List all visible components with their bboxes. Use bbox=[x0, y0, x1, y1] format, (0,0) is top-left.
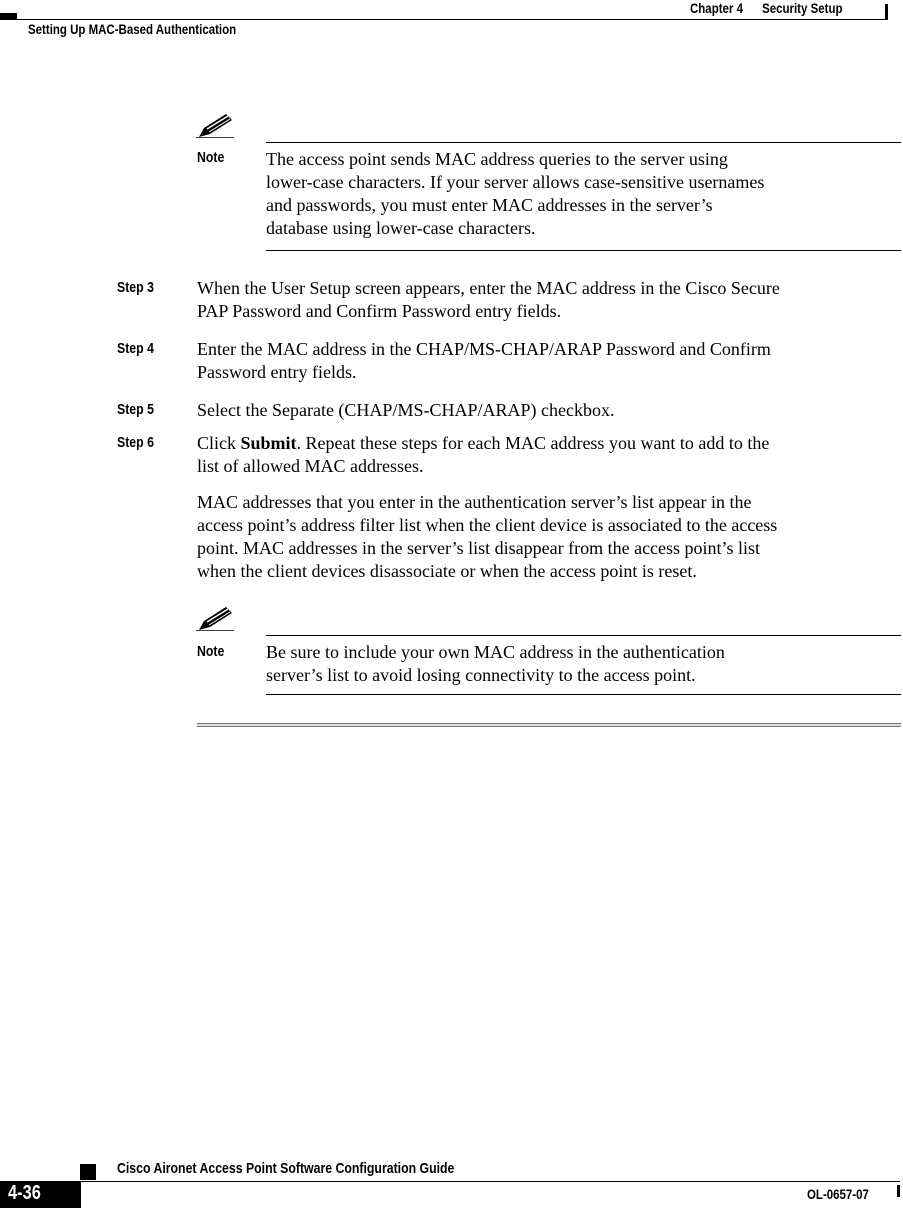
body-line: MAC addresses that you enter in the authentication server’s list appear in the bbox=[197, 492, 752, 512]
page-number: 4-36 bbox=[8, 1182, 41, 1204]
note-top-rule bbox=[266, 635, 901, 636]
body-line: access point’s address filter list when the client device is associated to the access bbox=[197, 515, 778, 535]
step-text: When the User Setup screen appears, enter the MAC address in the Cisco Secure bbox=[197, 278, 780, 298]
step-text-click: Click bbox=[197, 433, 241, 453]
step-label: Step 5 bbox=[117, 401, 154, 418]
note-label: Note bbox=[197, 149, 225, 166]
document-number: OL-0657-07 bbox=[807, 1186, 869, 1202]
section-title: Setting Up MAC-Based Authentication bbox=[28, 21, 237, 37]
note-line: The access point sends MAC address queries to the server using bbox=[266, 149, 728, 169]
note-line: server’s list to avoid losing connectivity to the access point. bbox=[266, 665, 696, 685]
note-top-rule bbox=[266, 142, 901, 143]
step-text: Select the Separate (CHAP/MS-CHAP/ARAP) checkbox. bbox=[197, 400, 615, 420]
submit-bold: Submit bbox=[240, 433, 297, 453]
step-label: Step 6 bbox=[117, 434, 154, 451]
step-text bbox=[197, 432, 769, 455]
note-line: and passwords, you must enter MAC addresses in the server’s bbox=[266, 195, 713, 215]
step-label: Step 4 bbox=[117, 340, 154, 357]
step-label: Step 3 bbox=[117, 279, 154, 296]
header-tick bbox=[885, 4, 888, 20]
body-line: when the client devices disassociate or when the access point is reset. bbox=[197, 561, 697, 581]
body-line: point. MAC addresses in the server’s list disappear from the access point’s list bbox=[197, 538, 761, 558]
procedure-end-rule bbox=[197, 723, 901, 727]
note-line: database using lower-case characters. bbox=[266, 218, 536, 238]
note-line: lower-case characters. If your server allows case-sensitive usernames bbox=[266, 172, 765, 192]
step-text: PAP Password and Confirm Password entry fields. bbox=[197, 301, 562, 321]
footer-tick bbox=[897, 1185, 900, 1197]
chapter-title: Chapter 4 Security Setup bbox=[690, 0, 843, 16]
step-text: Password entry fields. bbox=[197, 362, 357, 382]
step-text-rest: . Repeat these steps for each MAC address you want to add to the bbox=[296, 433, 770, 453]
guide-title: Cisco Aironet Access Point Software Configuration Guide bbox=[117, 1160, 455, 1177]
header-rule bbox=[0, 19, 886, 20]
step-text: Enter the MAC address in the CHAP/MS-CHAP/ARAP Password and Confirm bbox=[197, 339, 771, 359]
note-label: Note bbox=[197, 643, 225, 660]
note-bottom-rule bbox=[266, 694, 901, 695]
footer-rule bbox=[80, 1181, 900, 1182]
note-pencil-icon bbox=[196, 112, 234, 138]
note-pencil-icon bbox=[196, 605, 234, 631]
step-text: list of allowed MAC addresses. bbox=[197, 456, 424, 476]
note-bottom-rule bbox=[266, 250, 901, 251]
footer-marker bbox=[80, 1164, 96, 1180]
note-line: Be sure to include your own MAC address in the authentication bbox=[266, 642, 725, 662]
